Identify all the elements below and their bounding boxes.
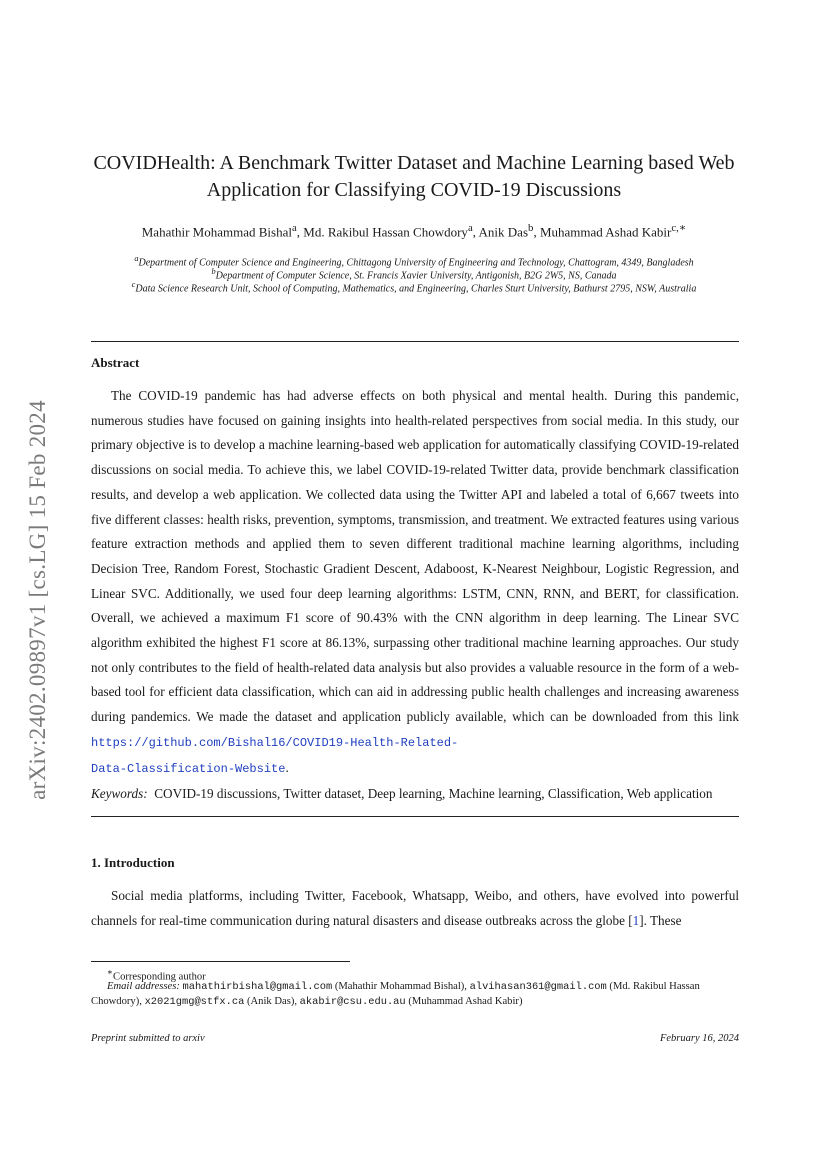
email-owner: (Mahathir Mohammad Bishal), bbox=[332, 981, 470, 992]
email-owner: (Muhammad Ashad Kabir) bbox=[405, 995, 523, 1007]
bottom-rule bbox=[91, 816, 739, 817]
author-affiliation-mark: b bbox=[528, 222, 534, 234]
affiliation-text: Department of Computer Science, St. Francis Xavier University, Antigonish, B2G 2W5, NS, Canada bbox=[215, 270, 617, 282]
top-rule bbox=[91, 341, 739, 342]
author-name: Muhammad Ashad Kabir bbox=[539, 224, 672, 240]
paper-title bbox=[80, 150, 748, 204]
arxiv-identifier: arXiv:2402.09897v1 [cs.LG] 15 Feb 2024 bbox=[25, 400, 50, 800]
footer-date: February 16, 2024 bbox=[659, 1033, 739, 1044]
author-separator: , bbox=[533, 224, 540, 240]
affiliation-text: Department of Computer Science and Engineering, Chittagong University of Engineering and Technology, Chattogram, 4349, Bangladesh bbox=[138, 257, 694, 269]
abstract-text: The COVID-19 pandemic has had adverse effects on both physical and mental health. During this pandemic, numerous studies have focused on gaining insights into health-related perspectives from social media. In this study, our primary objective is to develop a machine learning-based web application for automatically classifying COVID-19-related discussions on social media. To achieve this, we label COVID-19-related Twitter data, provide benchmark classification results, and develop a web application. We collected data using the Twitter API and labeled a total of 6,667 tweets into five different classes: health risks, prevention, symptoms, transmission, and treatment. We extracted features using various feature extraction methods and applied them to seven different traditional machine learning algorithms, including Decision Tree, Random Forest, Stochastic Gradient Descent, Adaboost, K-Nearest Neighbour, Logistic Regression, and Linear SVC. Additionally, we used four deep learning algorithms: LSTM, CNN, RNN, and BERT, for classification. Overall, we achieved a maximum F1 score of 90.43% with the CNN algorithm in deep learning. The Linear SVC algorithm exhibited the highest F1 score at 86.13%, surpassing other traditional machine learning approaches. Our study not only contributes to the field of health-related data analysis but also provides a valuable resource in the form of a web-based tool for efficient data classification, which can aid in addressing public health challenges and increasing awareness during pandemics. We made the dataset and application publicly available, which can be downloaded from this link bbox=[91, 388, 739, 725]
affiliation-text: Data Science Research Unit, School of Computing, Mathematics, and Engineering, Charles Sturt University, Bathurst 2795, NSW, Australia bbox=[135, 283, 697, 295]
keywords-text: COVID-19 discussions, Twitter dataset, Deep learning, Machine learning, Classification, Web application bbox=[154, 786, 713, 801]
email-link[interactable]: alvihasan361@gmail.com bbox=[469, 981, 607, 993]
intro-end: ]. These bbox=[639, 912, 682, 928]
email-owner: (Anik Das), bbox=[244, 995, 300, 1007]
keywords-label: Keywords: bbox=[91, 786, 148, 801]
email-label: Email addresses: bbox=[107, 981, 180, 992]
email-owner: (Md. Rakibul Hassan Chowdory), bbox=[91, 981, 700, 1007]
author-affiliation-mark: a bbox=[291, 222, 297, 234]
affiliation-mark: a bbox=[134, 254, 139, 263]
keywords-line bbox=[91, 786, 751, 802]
footnote-mark: ∗ bbox=[107, 967, 114, 977]
title-line-2: Application for Classifying COVID-19 Discussions bbox=[206, 179, 622, 201]
email-link[interactable]: akabir@csu.edu.au bbox=[299, 995, 406, 1008]
author-list bbox=[80, 221, 748, 240]
affiliation-mark: c bbox=[131, 280, 136, 289]
github-link-part-1[interactable]: https://github.com/Bishal16/COVID19-Health-Related- bbox=[91, 735, 459, 750]
author-name: Md. Rakibul Hassan Chowdory bbox=[303, 224, 468, 240]
github-link-part-2[interactable]: Data-Classification-Website bbox=[91, 761, 286, 776]
abstract-body bbox=[91, 384, 739, 781]
footnote-rule bbox=[91, 961, 350, 962]
section-heading-introduction: 1. Introduction bbox=[91, 855, 175, 870]
affiliation-mark: b bbox=[211, 267, 216, 276]
footer-preprint-note: Preprint submitted to arxiv bbox=[91, 1033, 205, 1044]
email-link[interactable]: x2021gmg@stfx.ca bbox=[144, 995, 245, 1008]
intro-text: Social media platforms, including Twitter, Facebook, Whatsapp, Weibo, and others, have evolved into powerful channels for real-time communication during natural disasters and disease outbreaks across the globe [ bbox=[91, 888, 739, 928]
email-link[interactable]: mahathirbishal@gmail.com bbox=[182, 981, 333, 993]
affiliation-c bbox=[80, 278, 748, 295]
abstract-end: . bbox=[285, 759, 289, 775]
author-affiliation-mark: c,∗ bbox=[671, 222, 687, 234]
abstract-heading: Abstract bbox=[91, 355, 140, 370]
author-name: Anik Das bbox=[478, 224, 529, 240]
author-separator: , bbox=[472, 224, 479, 240]
title-line-1: COVIDHealth: A Benchmark Twitter Dataset and Machine Learning based Web bbox=[93, 152, 735, 174]
footnote-corresponding-text: Corresponding author bbox=[113, 971, 206, 983]
author-separator: , bbox=[296, 224, 304, 240]
citation-link[interactable]: 1 bbox=[632, 912, 640, 928]
github-link[interactable] bbox=[91, 736, 458, 776]
author-name: Mahathir Mohammad Bishal bbox=[141, 224, 292, 240]
author-affiliation-mark: a bbox=[467, 222, 473, 234]
footnote-emails bbox=[91, 980, 739, 1009]
introduction-paragraph bbox=[91, 884, 739, 933]
